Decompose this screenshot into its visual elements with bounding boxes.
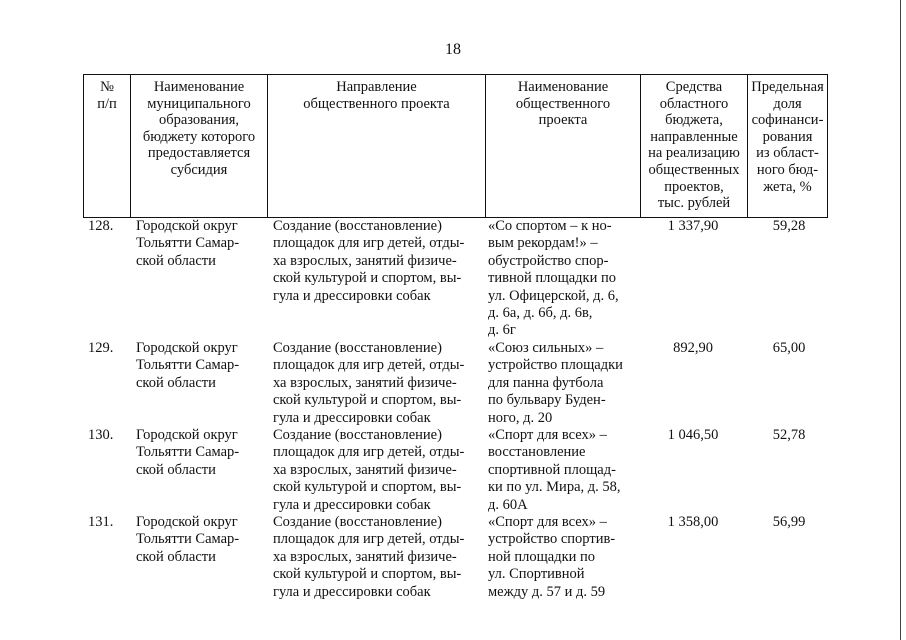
row-amount: 1 337,90 [667,218,719,234]
row-number: 131. [88,514,114,530]
row-direction: Создание (восстановление) площадок для игр детей, отды- ха взрослых, занятий физиче- ской культурой и спортом, вы- гула и дрессировки собак [273,340,465,426]
header-budget-amount: Средства областного бюджета, направленные на реализацию общественных проектов, тыс. рублей [641,75,748,218]
row-project: «Спорт для всех» – устройство спортив- ной площадки по ул. Спортивной между д. 57 и д. 59 [488,514,616,600]
header-number: № п/п [84,75,131,218]
row-share: 59,28 [772,218,806,234]
row-project: «Спорт для всех» – восстановление спортивной площад- ки по ул. Мира, д. 58, д. 60А [488,427,621,513]
header-municipality: Наименование муниципального образования, бюджету которого предоставляется субсидия [131,75,268,218]
row-direction: Создание (восстановление) площадок для игр детей, отды- ха взрослых, занятий физиче- ской культурой и спортом, вы- гула и дрессировки собак [273,427,465,513]
subsidy-table-header [83,74,827,218]
row-direction: Создание (восстановление) площадок для игр детей, отды- ха взрослых, занятий физиче- ской культурой и спортом, вы- гула и дрессировки собак [273,218,465,304]
row-municipality: Городской округ Тольятти Самар- ской области [136,514,240,565]
row-number: 128. [88,218,114,234]
row-amount: 1 046,50 [667,427,719,443]
row-share: 65,00 [772,340,806,356]
header-project-name: Наименование общественного проекта [486,75,641,218]
row-amount: 892,90 [673,340,713,356]
row-direction: Создание (восстановление) площадок для игр детей, отды- ха взрослых, занятий физиче- ской культурой и спортом, вы- гула и дрессировки собак [273,514,465,600]
header-row [84,75,828,218]
row-municipality: Городской округ Тольятти Самар- ской области [136,427,240,478]
row-municipality: Городской округ Тольятти Самар- ской области [136,218,240,269]
row-share: 56,99 [772,514,806,530]
row-number: 129. [88,340,114,356]
row-municipality: Городской округ Тольятти Самар- ской области [136,340,240,391]
row-share: 52,78 [772,427,806,443]
row-project: «Со спортом – к но- вым рекордам!» – обустройство спор- тивной площадки по ул. Офицерской, д. 6, д. 6а, д. 6б, д. 6в, д. 6г [488,218,619,339]
row-number: 130. [88,427,114,443]
header-cofinancing-share: Предельная доля софинанси- рования из област- ного бюд- жета, % [748,75,828,218]
row-project: «Союз сильных» – устройство площадки для панна футбола по бульвару Буден- ного, д. 20 [488,340,623,426]
page-edge-line [900,0,901,640]
row-amount: 1 358,00 [667,514,719,530]
page-number: 18 [445,41,461,58]
header-direction: Направление общественного проекта [268,75,486,218]
